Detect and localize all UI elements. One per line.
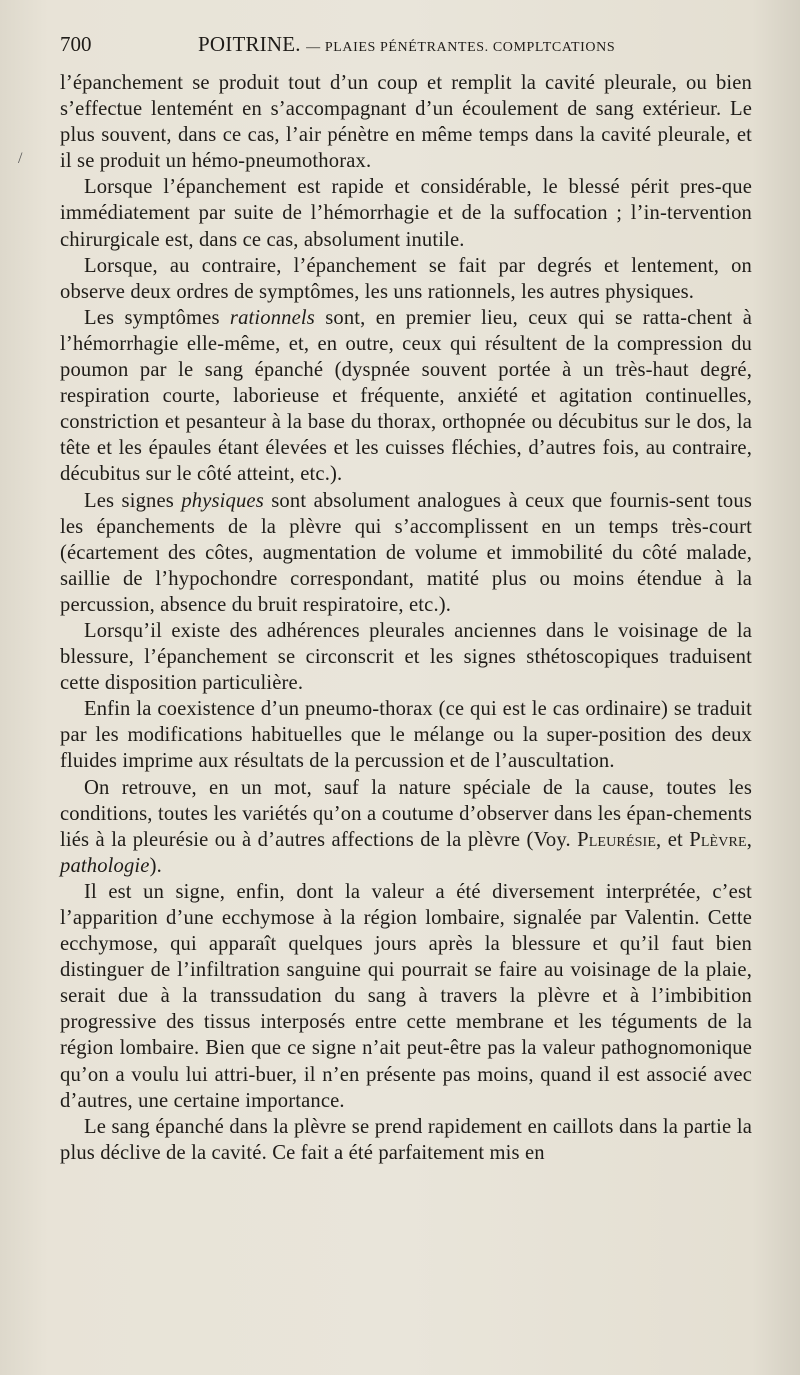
cross-reference-plevre: Plèvre xyxy=(689,828,747,851)
paragraph-8-mid: , et xyxy=(656,828,690,851)
cross-reference-pleuresie: Pleurésie xyxy=(577,828,657,851)
margin-mark: / xyxy=(18,150,23,167)
paragraph-4 xyxy=(60,305,752,488)
paragraph-9: Il est un signe, enfin, dont la valeur a été diversement interprétée, c’est l’apparition d’une ecchymose à la région lombaire, signalée par Valentin. Cette ecchymose, qui apparaît quelques jours après la blessure et qu’il faut bien distinguer de l’infiltration sanguine qui pourrait se faire au voisinage de la plaie, serait due à la transsudation du sang à travers la plèvre et à l’imbibition progressive des tissus interposés entre cette membrane et les téguments de la région lombaire. Bien que ce signe n’ait peut-être pas la valeur pathognomonique qu’on a voulu lui attri-buer, il n’en présente pas moins, quand il est associé avec d’autres, une certaine importance. xyxy=(60,880,752,1112)
emphasis-rationnels: rationnels xyxy=(229,306,315,329)
emphasis-physiques: physiques xyxy=(181,489,264,512)
emphasis-pathologie: pathologie xyxy=(60,854,150,877)
running-head-subtitle: — PLAIES PÉNÉTRANTES. COMPLTCATIONS xyxy=(306,40,616,55)
paragraph-5 xyxy=(60,488,752,618)
paragraph-8-end: ). xyxy=(149,854,162,877)
paragraph-7: Enfin la coexistence d’un pneumo-thorax (ce qui est le cas ordinaire) se traduit par les modifications habituelles que le mélange ou la super-position des deux fluides imprime aux résultats de la percussion et de l’auscultation. xyxy=(60,698,752,773)
paragraph-4-rest: sont, en premier lieu, ceux qui se ratta-chent à l’hémorrhagie elle-même, et, en outre, ceux qui résultent de la compression du poumon par le sang épanché (dyspnée souvent portée à un très-haut degré, respiration courte, laborieuse et fréquente, anxiété et agitation continuelles, constriction et pesanteur à la base du thorax, orthopnée ou décubitus sur le dos, la tête et les épaules étant élevées et les cuisses fléchies, d’autres fois, au contraire, décubitus sur le côté atteint, etc.). xyxy=(60,306,752,486)
paragraph-1: l’épanchement se produit tout d’un coup et remplit la cavité pleurale, ou bien s’effectue lentemént en s’accompagnant d’un écoulement de sang extérieur. Le plus souvent, dans ce cas, l’air pénètre en même temps dans la cavité pleurale, et il se produit un hémo-pneumothorax. xyxy=(60,72,752,173)
running-head xyxy=(198,32,615,57)
paragraph-5-start: Les signes xyxy=(84,489,182,512)
paragraph-8 xyxy=(60,775,752,879)
paragraph-8-mid2: , xyxy=(746,828,753,851)
paragraph-10: Le sang épanché dans la plèvre se prend rapidement en caillots dans la partie la plus déclive de la cavité. Ce fait a été parfaitement mis en xyxy=(60,1115,752,1164)
paragraph-4-start: Les symptômes xyxy=(84,306,230,329)
running-head-title: POITRINE. xyxy=(198,32,301,56)
paragraph-8-start: On retrouve, en un mot, sauf la nature spéciale de la cause, toutes les conditions, toutes les variétés qu’on a coutume d’observer dans les épan-chements liés à la pleurésie ou à d’autres affections de la plèvre (Voy. xyxy=(60,776,752,851)
paragraph-2: Lorsque l’épanchement est rapide et considérable, le blessé périt pres-que immédiatement par suite de l’hémorrhagie et de la suffocation ; l’in-tervention chirurgicale est, dans ce cas, absolument inutile. xyxy=(60,176,752,251)
page-header xyxy=(60,30,754,64)
paragraph-5-rest: sont absolument analogues à ceux que fournis-sent tous les épanchements de la plèvre qui s’accomplissent en un temps très-court (écartement des côtes, augmentation de volume et immobilité du côté malade, saillie de l’hypochondre correspondant, matité plus ou moins étendue à la percussion, absence du bruit respiratoire, etc.). xyxy=(60,489,752,616)
paragraph-3: Lorsque, au contraire, l’épanchement se fait par degrés et lentement, on observe deux ordres de symptômes, les uns rationnels, les autres physiques. xyxy=(60,254,752,303)
paragraph-6: Lorsqu’il existe des adhérences pleurales anciennes dans le voisinage de la blessure, l’épanchement se circonscrit et les signes sthétoscopiques traduisent cette disposition particulière. xyxy=(60,619,752,695)
page-number: 700 xyxy=(60,32,92,56)
body-text xyxy=(60,70,752,1166)
